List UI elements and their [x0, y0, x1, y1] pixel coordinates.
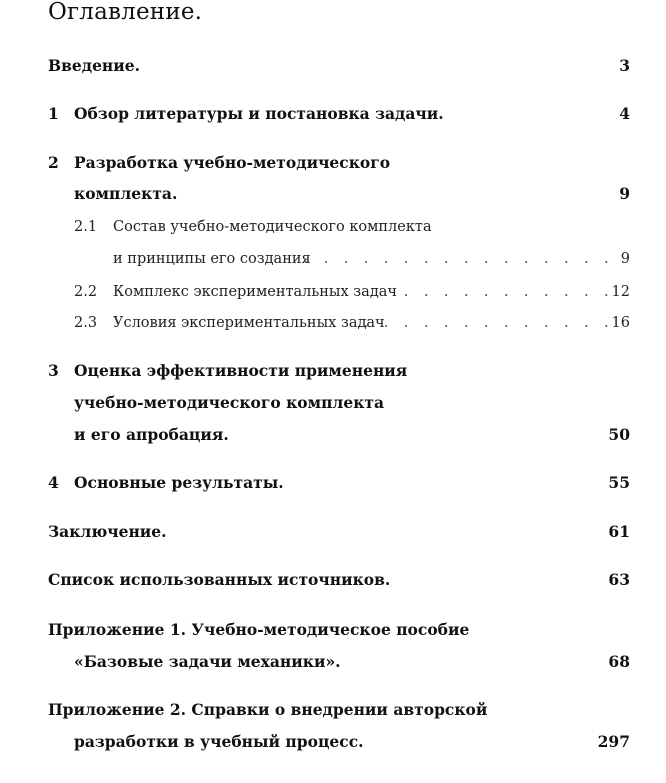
toc-entry-section-2-3[interactable] [0, 310, 666, 336]
toc-entry-chapter-3-line-3[interactable] [0, 422, 666, 448]
toc-entry-appendix-2-line-1[interactable] [0, 697, 666, 723]
entry-text: Оценка эффективности применения [74, 361, 408, 380]
toc-entry-introduction[interactable] [0, 53, 666, 79]
toc-entry-chapter-1[interactable] [0, 101, 666, 127]
entry-text: и его апробация. [74, 425, 229, 444]
page-number: 16 [611, 315, 630, 331]
toc-entry-chapter-3-line-2[interactable] [0, 390, 666, 416]
entry-text: Разработка учебно-методического [74, 153, 391, 172]
section-number: 2.2 [74, 284, 98, 300]
entry-text: Обзор литературы и постановка задачи. [74, 104, 444, 123]
toc-entry-chapter-3-line-1[interactable] [0, 358, 666, 384]
chapter-number: 4 [48, 473, 59, 492]
page-number: 297 [597, 732, 630, 751]
entry-text: Приложение 1. Учебно-методическое пособие [48, 620, 470, 639]
toc-entry-section-2-1-line-1[interactable] [0, 214, 666, 240]
chapter-number: 2 [48, 153, 59, 172]
toc-entry-appendix-2-line-2[interactable] [0, 729, 666, 755]
toc-entry-section-2-1-line-2[interactable] [0, 246, 666, 272]
page-number: 9 [619, 184, 630, 203]
page-number: 50 [608, 425, 630, 444]
toc-entry-appendix-1-line-1[interactable] [0, 617, 666, 643]
entry-text: разработки в учебный процесс. [74, 732, 364, 751]
dot-leader: . . . . . . . . . . . [403, 284, 614, 300]
toc-entry-chapter-4[interactable] [0, 470, 666, 496]
toc-entry-conclusion[interactable] [0, 519, 666, 545]
chapter-number: 1 [48, 104, 59, 123]
toc-title: Оглавление. [48, 0, 203, 25]
page-number: 12 [611, 284, 630, 300]
dot-leader: . . . . . . . . . . . . . [363, 315, 614, 331]
toc-entry-appendix-1-line-2[interactable] [0, 649, 666, 675]
entry-text: учебно-методического комплекта [74, 393, 385, 412]
page-number: 63 [608, 570, 630, 589]
page-number: 3 [619, 56, 630, 75]
entry-text: Список использованных источников. [48, 570, 391, 589]
entry-text: Комплекс экспериментальных задач [113, 284, 397, 300]
entry-text: Состав учебно-методического комплекта [113, 219, 432, 235]
entry-text: и принципы его создания [113, 251, 311, 267]
entry-text: Условия экспериментальных задач [113, 315, 385, 331]
toc-entry-chapter-2-line-2[interactable] [0, 181, 666, 207]
page-number: 55 [608, 473, 630, 492]
toc-entry-references[interactable] [0, 567, 666, 593]
entry-text: «Базовые задачи механики». [74, 652, 341, 671]
page-number: 9 [620, 251, 630, 267]
entry-text: Основные результаты. [74, 473, 284, 492]
entry-text: Введение. [48, 56, 141, 75]
toc-entry-chapter-2-line-1[interactable] [0, 150, 666, 176]
chapter-number: 3 [48, 361, 59, 380]
toc-entry-section-2-2[interactable] [0, 279, 666, 305]
section-number: 2.1 [74, 219, 98, 235]
page-number: 4 [619, 104, 630, 123]
entry-text: Заключение. [48, 522, 167, 541]
dot-leader: . . . . . . . . . . . . . . . . [303, 251, 614, 267]
page-number: 61 [608, 522, 630, 541]
entry-text: Приложение 2. Справки о внедрении авторской [48, 700, 488, 719]
section-number: 2.3 [74, 315, 98, 331]
page-number: 68 [608, 652, 630, 671]
entry-text: комплекта. [74, 184, 178, 203]
